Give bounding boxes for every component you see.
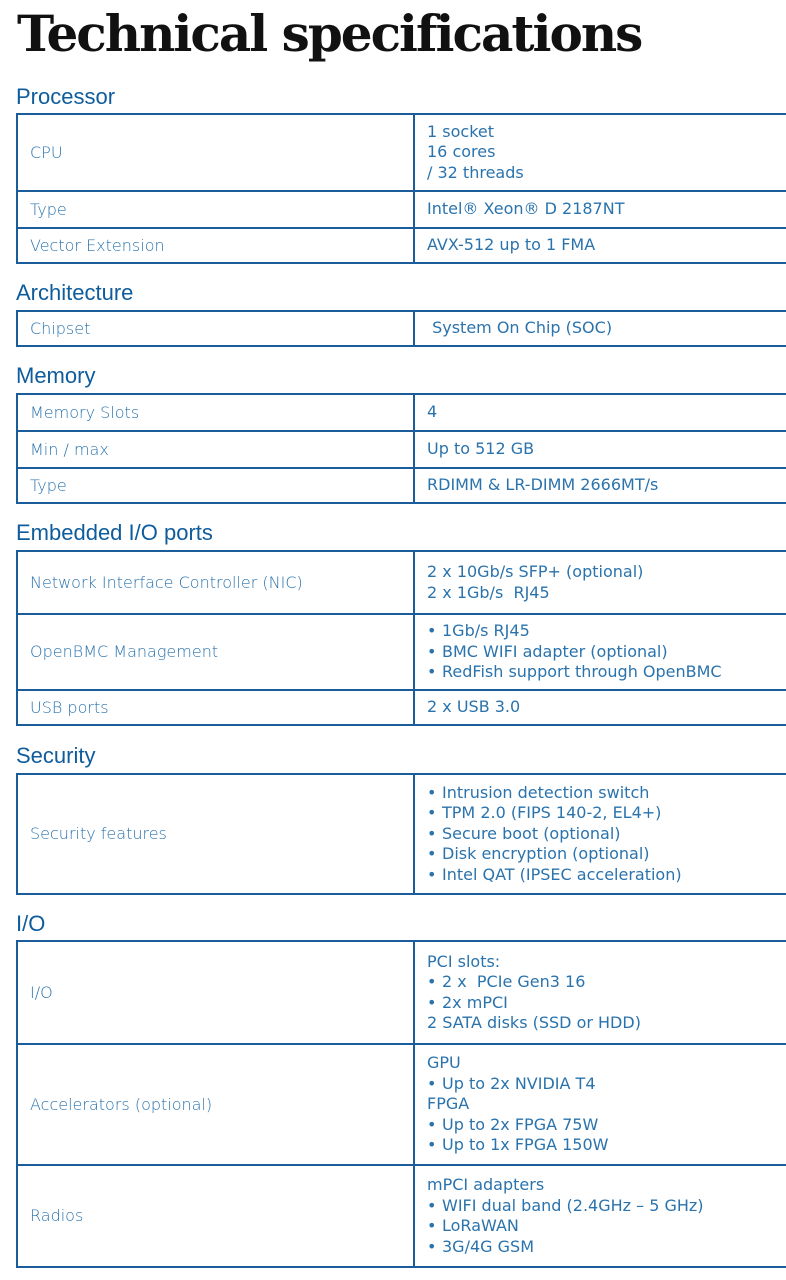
value-text: mPCI adapters [427,1175,545,1194]
bullet-icon: • [427,1114,437,1134]
section-heading-processor: Processor [16,84,116,109]
value-text: Up to 512 GB [427,439,535,459]
spec-row [18,940,786,1043]
spec-value [415,1045,786,1164]
value-line [427,1175,786,1196]
value-line [427,583,786,604]
spec-label: Accelerators (optional) [18,1045,415,1164]
value-text: GPU [427,1053,461,1073]
spec-table-security [16,773,786,895]
bullet-icon: • [427,1236,437,1256]
spec-row [18,550,786,613]
bullet-item [427,621,786,642]
spec-value [415,395,786,430]
section-heading-embedded-i-o-ports: Embedded I/O ports [16,520,213,545]
value-line [427,439,786,460]
spec-row [18,467,786,504]
spec-value [415,942,786,1043]
value-text: 2 x USB 3.0 [427,697,521,717]
value-text: / 32 threads [427,162,524,182]
value-text: 2 x 1Gb/s RJ45 [427,582,550,602]
section-heading-architecture: Architecture [16,280,134,305]
value-text: FPGA [427,1094,470,1114]
value-text: RedFish support through OpenBMC [442,662,722,682]
spec-value [415,1166,786,1266]
value-line [427,142,786,163]
spec-row [18,773,786,895]
spec-row [18,227,786,264]
value-line [427,402,786,423]
spec-label: Radios [18,1166,415,1266]
spec-value [415,691,786,724]
spec-label: Security features [18,775,415,893]
value-text: 2 x 10Gb/s SFP+ (optional) [427,562,644,581]
bullet-icon: • [427,1073,437,1093]
spec-table-embedded-i-o-ports [16,550,786,726]
bullet-icon: • [427,662,437,682]
value-line [427,697,786,718]
spec-row [18,310,786,347]
spec-row [18,393,786,430]
spec-row [18,613,786,689]
spec-row [18,113,786,190]
bullet-item [427,662,786,683]
spec-label: I/O [18,942,415,1043]
spec-label: Type [18,192,415,227]
spec-row [18,1043,786,1164]
bullet-icon: • [427,803,437,823]
value-text: 2x mPCI [442,992,508,1012]
bullet-icon: • [427,992,437,1012]
value-text: Secure boot (optional) [442,823,621,843]
bullet-icon: • [427,621,437,641]
spec-label: USB ports [18,691,415,724]
value-text: 16 cores [427,142,496,162]
value-text: PCI slots: [427,951,501,971]
spec-value [415,469,786,502]
spec-label: CPU [18,115,415,190]
value-text: Intel® Xeon® D 2187NT [427,199,625,219]
value-text: 2 x PCIe Gen3 16 [442,972,586,991]
page-title: Technical specifications [17,4,642,63]
spec-table-processor [16,113,786,264]
bullet-icon: • [427,864,437,884]
value-text: System On Chip (SOC) [427,318,613,338]
bullet-item [427,1237,786,1258]
spec-label: Min / max [18,432,415,467]
value-text: BMC WIFI adapter (optional) [442,641,668,661]
spec-label: Memory Slots [18,395,415,430]
value-line [427,475,786,496]
value-text: TPM 2.0 (FIPS 140-2, EL4+) [442,803,662,823]
value-line [427,163,786,184]
value-text: Intrusion detection switch [442,782,650,802]
spec-row [18,430,786,467]
bullet-item [427,993,786,1014]
bullet-icon: • [427,972,437,991]
value-text: 1Gb/s RJ45 [442,621,530,641]
value-text: Disk encryption (optional) [442,844,650,864]
bullet-item [427,972,786,993]
spec-table-i-o [16,940,786,1268]
value-text: RDIMM & LR-DIMM 2666MT/s [427,475,659,495]
spec-value [415,552,786,613]
value-line [427,199,786,220]
value-line [427,122,786,143]
value-text: 4 [427,402,438,422]
value-text: 3G/4G GSM [442,1236,534,1256]
bullet-item [427,1196,786,1217]
spec-value [415,192,786,227]
spec-value [415,775,786,893]
spec-value [415,615,786,689]
spec-label: Vector Extension [18,229,415,262]
section-heading-memory: Memory [16,363,96,388]
spec-row [18,190,786,227]
spec-table-architecture [16,310,786,347]
value-text: AVX-512 up to 1 FMA [427,235,596,255]
value-text: Up to 2x FPGA 75W [442,1114,599,1134]
value-text: WIFI dual band (2.4GHz – 5 GHz) [442,1195,704,1215]
bullet-item [427,824,786,845]
bullet-item [427,844,786,865]
spec-label: Network Interface Controller (NIC) [18,552,415,613]
section-heading-security: Security [16,743,96,768]
bullet-icon: • [427,1195,437,1215]
bullet-icon: • [427,844,437,864]
value-line [427,1053,786,1074]
spec-label: OpenBMC Management [18,615,415,689]
bullet-icon: • [427,1135,437,1155]
spec-label: Type [18,469,415,502]
bullet-icon: • [427,1216,437,1235]
spec-row [18,1164,786,1268]
value-text: LoRaWAN [442,1216,519,1235]
value-line [427,235,786,256]
bullet-item [427,642,786,663]
value-text: Intel QAT (IPSEC acceleration) [442,864,682,884]
value-line [427,318,786,339]
value-text: 1 socket [427,121,494,141]
spec-value [415,312,786,345]
value-line [427,1094,786,1115]
value-line [427,1013,786,1034]
bullet-icon: • [427,641,437,661]
bullet-item [427,1135,786,1156]
bullet-item [427,1074,786,1095]
spec-value [415,432,786,467]
value-line [427,562,786,583]
bullet-item [427,1216,786,1237]
value-line [427,952,786,973]
spec-value [415,229,786,262]
section-heading-i-o: I/O [16,911,46,936]
bullet-icon: • [427,782,437,802]
value-text: Up to 1x FPGA 150W [442,1135,609,1155]
bullet-item [427,783,786,804]
spec-value [415,115,786,190]
spec-table-memory [16,393,786,504]
spec-label: Chipset [18,312,415,345]
value-text: Up to 2x NVIDIA T4 [442,1073,596,1093]
bullet-icon: • [427,823,437,843]
bullet-item [427,1115,786,1136]
bullet-item [427,865,786,886]
value-text: 2 SATA disks (SSD or HDD) [427,1013,641,1032]
spec-row [18,689,786,726]
bullet-item [427,803,786,824]
